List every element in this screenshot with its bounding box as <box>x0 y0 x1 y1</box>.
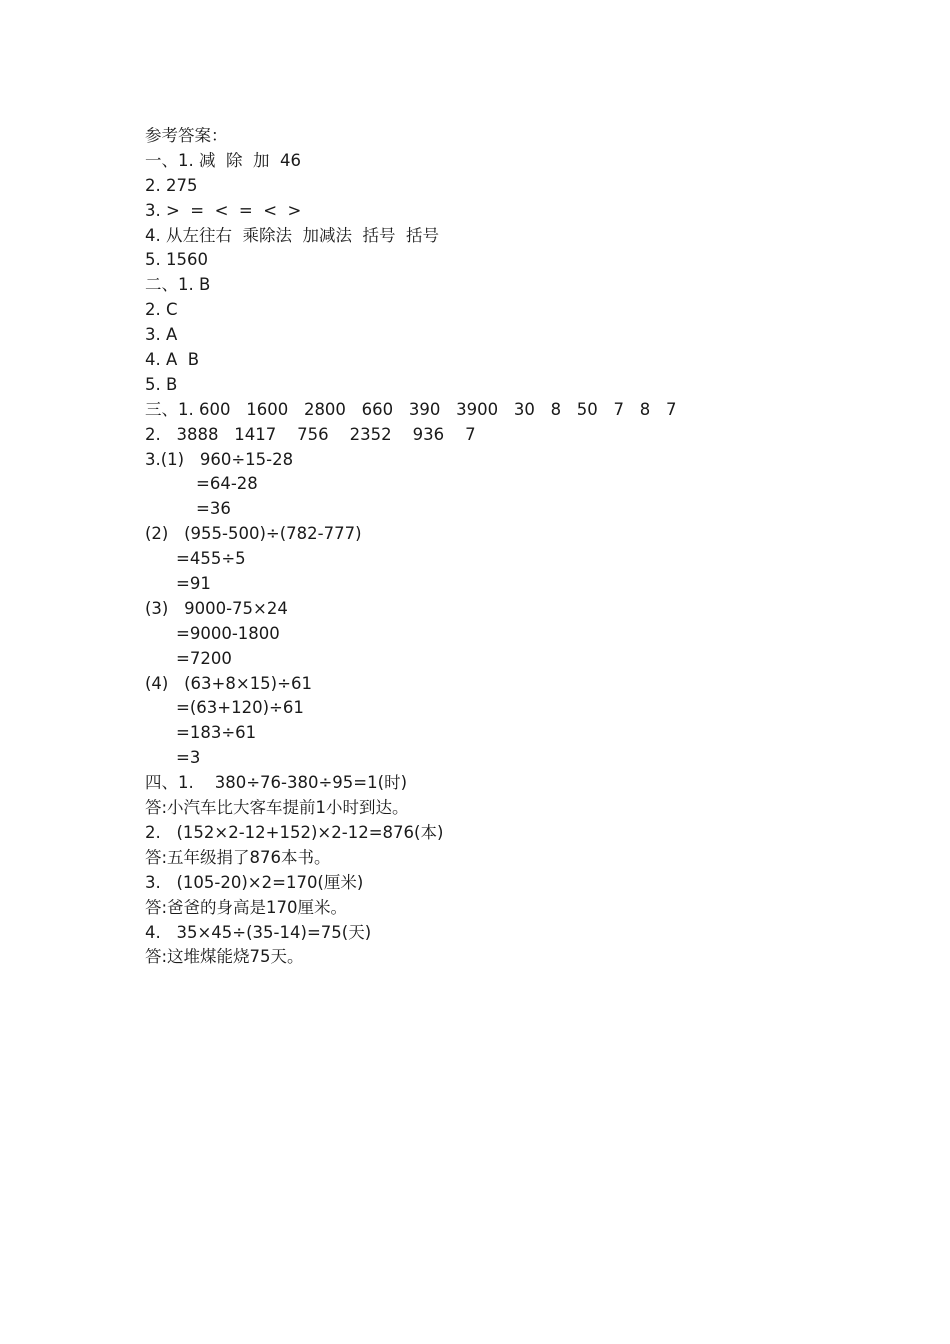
section-3-q1: 三、1. 600 1600 2800 660 390 3900 30 8 50 7 8 7 <box>145 399 677 419</box>
section-1-q5: 5. 1560 <box>145 250 208 270</box>
section-3-q2: 2. 3888 1417 756 2352 936 7 <box>145 424 476 444</box>
calc-step: =455÷5 <box>176 549 246 569</box>
section-4-q4: 4. 35×45÷(35-14)=75(天) <box>145 922 372 942</box>
calc-step: =91 <box>176 574 211 594</box>
answer-key <box>145 124 845 970</box>
section-1-q3: 3. > = < = < > <box>145 200 302 220</box>
section-1-q4: 4. 从左往右 乘除法 加减法 括号 括号 <box>145 225 439 245</box>
section-4-q3-answer: 答:爸爸的身高是170厘米。 <box>145 897 348 917</box>
calc-step: =183÷61 <box>176 723 257 743</box>
section-1-q2: 2. 275 <box>145 175 198 195</box>
calc-step: =64-28 <box>196 474 258 494</box>
section-4-q1: 四、1. 380÷76-380÷95=1(时) <box>145 773 408 793</box>
section-4-q1-answer: 答:小汽车比大客车提前1小时到达。 <box>145 798 409 818</box>
section-2-q1: 二、1. B <box>145 275 211 295</box>
section-1-q1: 一、1. 减 除 加 46 <box>145 150 301 170</box>
section-2-q4: 4. A B <box>145 350 200 370</box>
section-4-q2-answer: 答:五年级捐了876本书。 <box>145 847 331 867</box>
section-4-q3: 3. (105-20)×2=170(厘米) <box>145 872 364 892</box>
section-2-q3: 3. A <box>145 325 178 345</box>
section-4-q2: 2. (152×2-12+152)×2-12=876(本) <box>145 822 444 842</box>
section-3-q3-part2: (2) (955-500)÷(782-777) <box>145 524 362 544</box>
section-3-q3-part4: (4) (63+8×15)÷61 <box>145 673 312 693</box>
answer-key-title: 参考答案： <box>145 126 228 145</box>
section-3-q3-part3: (3) 9000-75×24 <box>145 598 288 618</box>
calc-step: =(63+120)÷61 <box>176 698 304 718</box>
section-2-q5: 5. B <box>145 374 178 394</box>
calc-step: =7200 <box>176 648 232 668</box>
calc-step: =9000-1800 <box>176 623 280 643</box>
section-4-q4-answer: 答:这堆煤能烧75天。 <box>145 947 304 967</box>
section-3-q3-part1: 3.(1) 960÷15-28 <box>145 449 294 469</box>
calc-step: =3 <box>176 748 201 768</box>
section-2-q2: 2. C <box>145 300 178 320</box>
calc-step: =36 <box>196 499 231 519</box>
